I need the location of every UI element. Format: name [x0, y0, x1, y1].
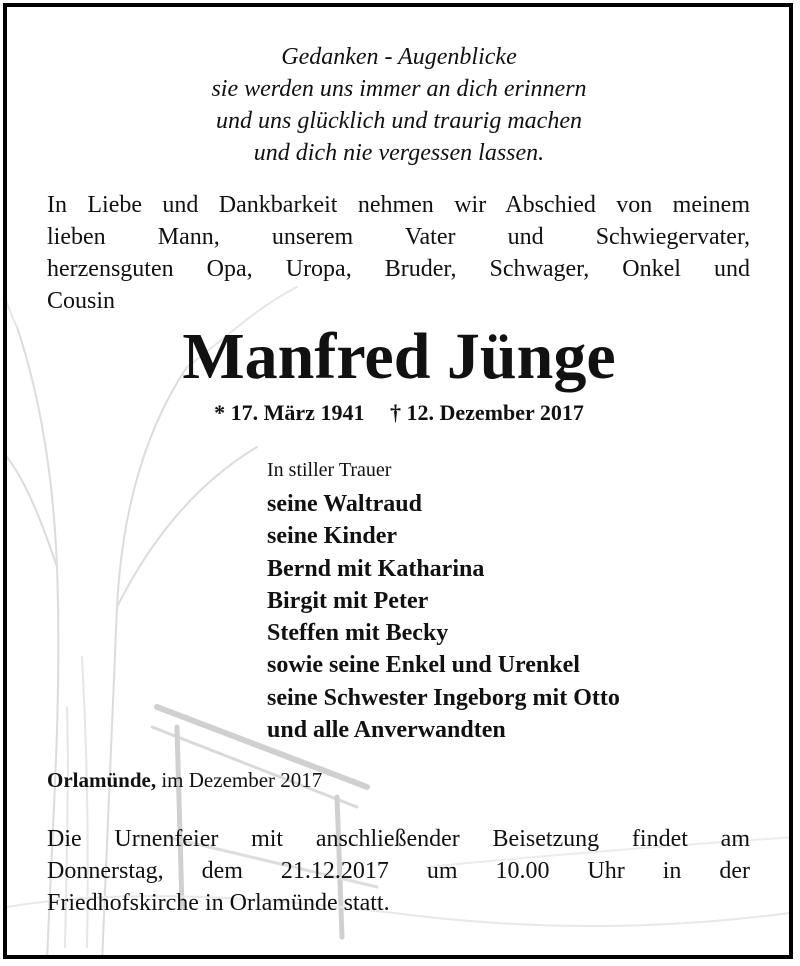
poem: [7, 41, 791, 169]
death-date: † 12. Dezember 2017: [389, 400, 584, 425]
mourner: Bernd mit Katharina: [267, 555, 485, 582]
poem-line: und uns glücklich und traurig machen: [216, 108, 582, 134]
mourning-label: In stiller Trauer: [267, 459, 392, 481]
mourner: und alle Anverwandten: [267, 717, 506, 744]
mourner: seine Kinder: [267, 523, 397, 550]
deceased-name: Manfred Jünge: [182, 320, 616, 393]
poem-line: sie werden uns immer an dich erinnern: [211, 76, 587, 102]
intro-line: lieben Mann, unserem Vater und Schwiegervater,: [47, 224, 750, 250]
place-and-date: [47, 766, 322, 794]
poem-line: und dich nie vergessen lassen.: [253, 140, 545, 166]
ceremony-line: Donnerstag, dem 21.12.2017 um 10.00 Uhr in der: [47, 858, 750, 884]
poem-line: Gedanken - Augenblicke: [281, 44, 517, 70]
mourner: seine Waltraud: [267, 491, 422, 517]
mourner: Birgit mit Peter: [267, 587, 429, 614]
birth-date: * 17. März 1941: [214, 400, 365, 425]
mourners-list: [267, 488, 620, 746]
ceremony-line: Friedhofskirche in Orlamünde statt.: [47, 890, 390, 916]
mourner: Steffen mit Becky: [267, 620, 449, 647]
place-name: Orlamünde,: [47, 768, 157, 792]
intro-line: herzensguten Opa, Uropa, Bruder, Schwager, Onkel und: [47, 256, 750, 282]
obituary-frame: [3, 3, 793, 959]
intro-line: In Liebe und Dankbarkeit nehmen wir Abschied von meinem: [47, 192, 750, 218]
place-date: im Dezember 2017: [156, 768, 323, 792]
mourner: sowie seine Enkel und Urenkel: [267, 652, 580, 679]
ceremony-text: [47, 823, 750, 919]
intro-text: [47, 189, 750, 317]
ceremony-line: Die Urnenfeier mit anschließender Beisetzung findet am: [47, 826, 750, 852]
life-dates: [7, 399, 791, 427]
intro-line: Cousin: [47, 288, 116, 314]
mourner: seine Schwester Ingeborg mit Otto: [267, 684, 620, 711]
